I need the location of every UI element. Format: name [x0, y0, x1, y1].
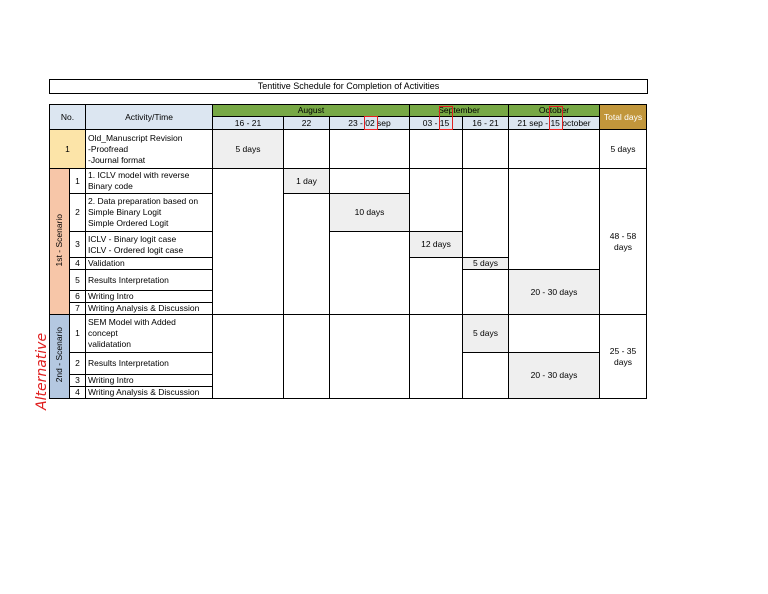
week-label: 16 - 21	[463, 117, 509, 130]
header-total-days: Total days	[600, 105, 647, 130]
duration-bar: 5 days	[463, 315, 509, 353]
schedule-title: Tentitive Schedule for Completion of Activities	[49, 79, 648, 94]
activity-line: Writing Analysis & Discussion	[88, 387, 200, 397]
total-days-range: 25 - 35	[609, 345, 637, 356]
activity-line: validatation	[88, 339, 132, 349]
activity-cell	[86, 387, 213, 399]
row-number: 2	[70, 194, 86, 232]
scenario-2-label	[50, 315, 70, 399]
activity-line: Writing Intro	[88, 375, 134, 385]
header-activity: Activity/Time	[86, 105, 213, 130]
header-no: No.	[50, 105, 86, 130]
activity-line: Results Interpretation	[88, 274, 169, 285]
row-number: 7	[70, 303, 86, 315]
week-label: 23 - 02 sep	[330, 117, 410, 130]
activity-cell	[86, 291, 213, 303]
week-label: 22	[284, 117, 330, 130]
activity-line: Validation	[88, 258, 125, 268]
annotation-box-october-date	[549, 106, 563, 130]
duration-bar: 12 days	[410, 232, 463, 258]
duration-bar: 5 days	[213, 130, 284, 169]
activity-line: concept	[88, 328, 118, 338]
row-number: 1	[70, 169, 86, 194]
month-august: August	[213, 105, 410, 117]
activity-cell	[86, 258, 213, 270]
activity-cell	[86, 315, 213, 353]
duration-bar: 20 - 30 days	[509, 270, 600, 315]
month-september: September	[410, 105, 509, 117]
row-number: 1	[70, 315, 86, 353]
schedule-table	[49, 104, 647, 399]
duration-bar: 10 days	[330, 194, 410, 232]
total-days-unit: days	[614, 241, 632, 252]
annotation-box-august-date	[364, 116, 378, 130]
row-number: 4	[70, 387, 86, 399]
activity-line: -Journal format	[88, 154, 146, 165]
scenario-1-text: 1st - Scenario	[54, 213, 64, 267]
row-number: 5	[70, 270, 86, 291]
total-days-cell: 5 days	[600, 130, 647, 169]
activity-line: Simple Binary Logit	[88, 207, 162, 217]
row-number: 4	[70, 258, 86, 270]
activity-cell	[86, 130, 213, 169]
scenario-1-label	[50, 169, 70, 315]
row-number: 3	[70, 375, 86, 387]
alternative-note-text: Alternative	[34, 332, 50, 410]
row-number: 2	[70, 353, 86, 375]
total-days-cell	[600, 169, 647, 315]
activity-line: Writing Intro	[88, 291, 134, 301]
scenario-2-text: 2nd - Scenario	[54, 327, 64, 383]
month-october: October	[509, 105, 600, 117]
week-label: 21 sep - 15 october	[509, 117, 600, 130]
duration-bar: 5 days	[463, 258, 509, 270]
row-number: 6	[70, 291, 86, 303]
activity-line: Simple Ordered Logit	[88, 218, 169, 228]
activity-cell	[86, 169, 213, 194]
activity-cell	[86, 232, 213, 258]
annotation-box-september-date	[439, 106, 453, 130]
total-days-range: 48 - 58	[609, 230, 637, 241]
activity-line: Old_Manuscript Revision	[88, 132, 183, 143]
activity-cell	[86, 353, 213, 375]
total-days-cell	[600, 315, 647, 399]
duration-bar: 20 - 30 days	[509, 353, 600, 399]
activity-line: 1. ICLV model with reverse	[88, 170, 190, 180]
week-label: 03 - 15	[410, 117, 463, 130]
activity-line: ICLV - Ordered logit case	[88, 244, 184, 255]
activity-line: Writing Analysis & Discussion	[88, 303, 200, 313]
activity-line: SEM Model with Added	[88, 317, 176, 327]
activity-cell	[86, 270, 213, 291]
activity-cell	[86, 303, 213, 315]
activity-cell	[86, 375, 213, 387]
activity-line: Binary code	[88, 181, 133, 191]
activity-line: -Proofread	[88, 143, 129, 154]
week-label: 16 - 21	[213, 117, 284, 130]
duration-bar: 1 day	[284, 169, 330, 194]
activity-line: 2. Data preparation based on	[88, 196, 199, 206]
total-days-unit: days	[614, 356, 632, 367]
alternative-handwritten-note	[33, 318, 51, 412]
activity-line: Results Interpretation	[88, 358, 169, 368]
activity-line: ICLV - Binary logit case	[88, 233, 177, 244]
row-number: 1	[50, 130, 86, 169]
row-number: 3	[70, 232, 86, 258]
activity-cell	[86, 194, 213, 232]
